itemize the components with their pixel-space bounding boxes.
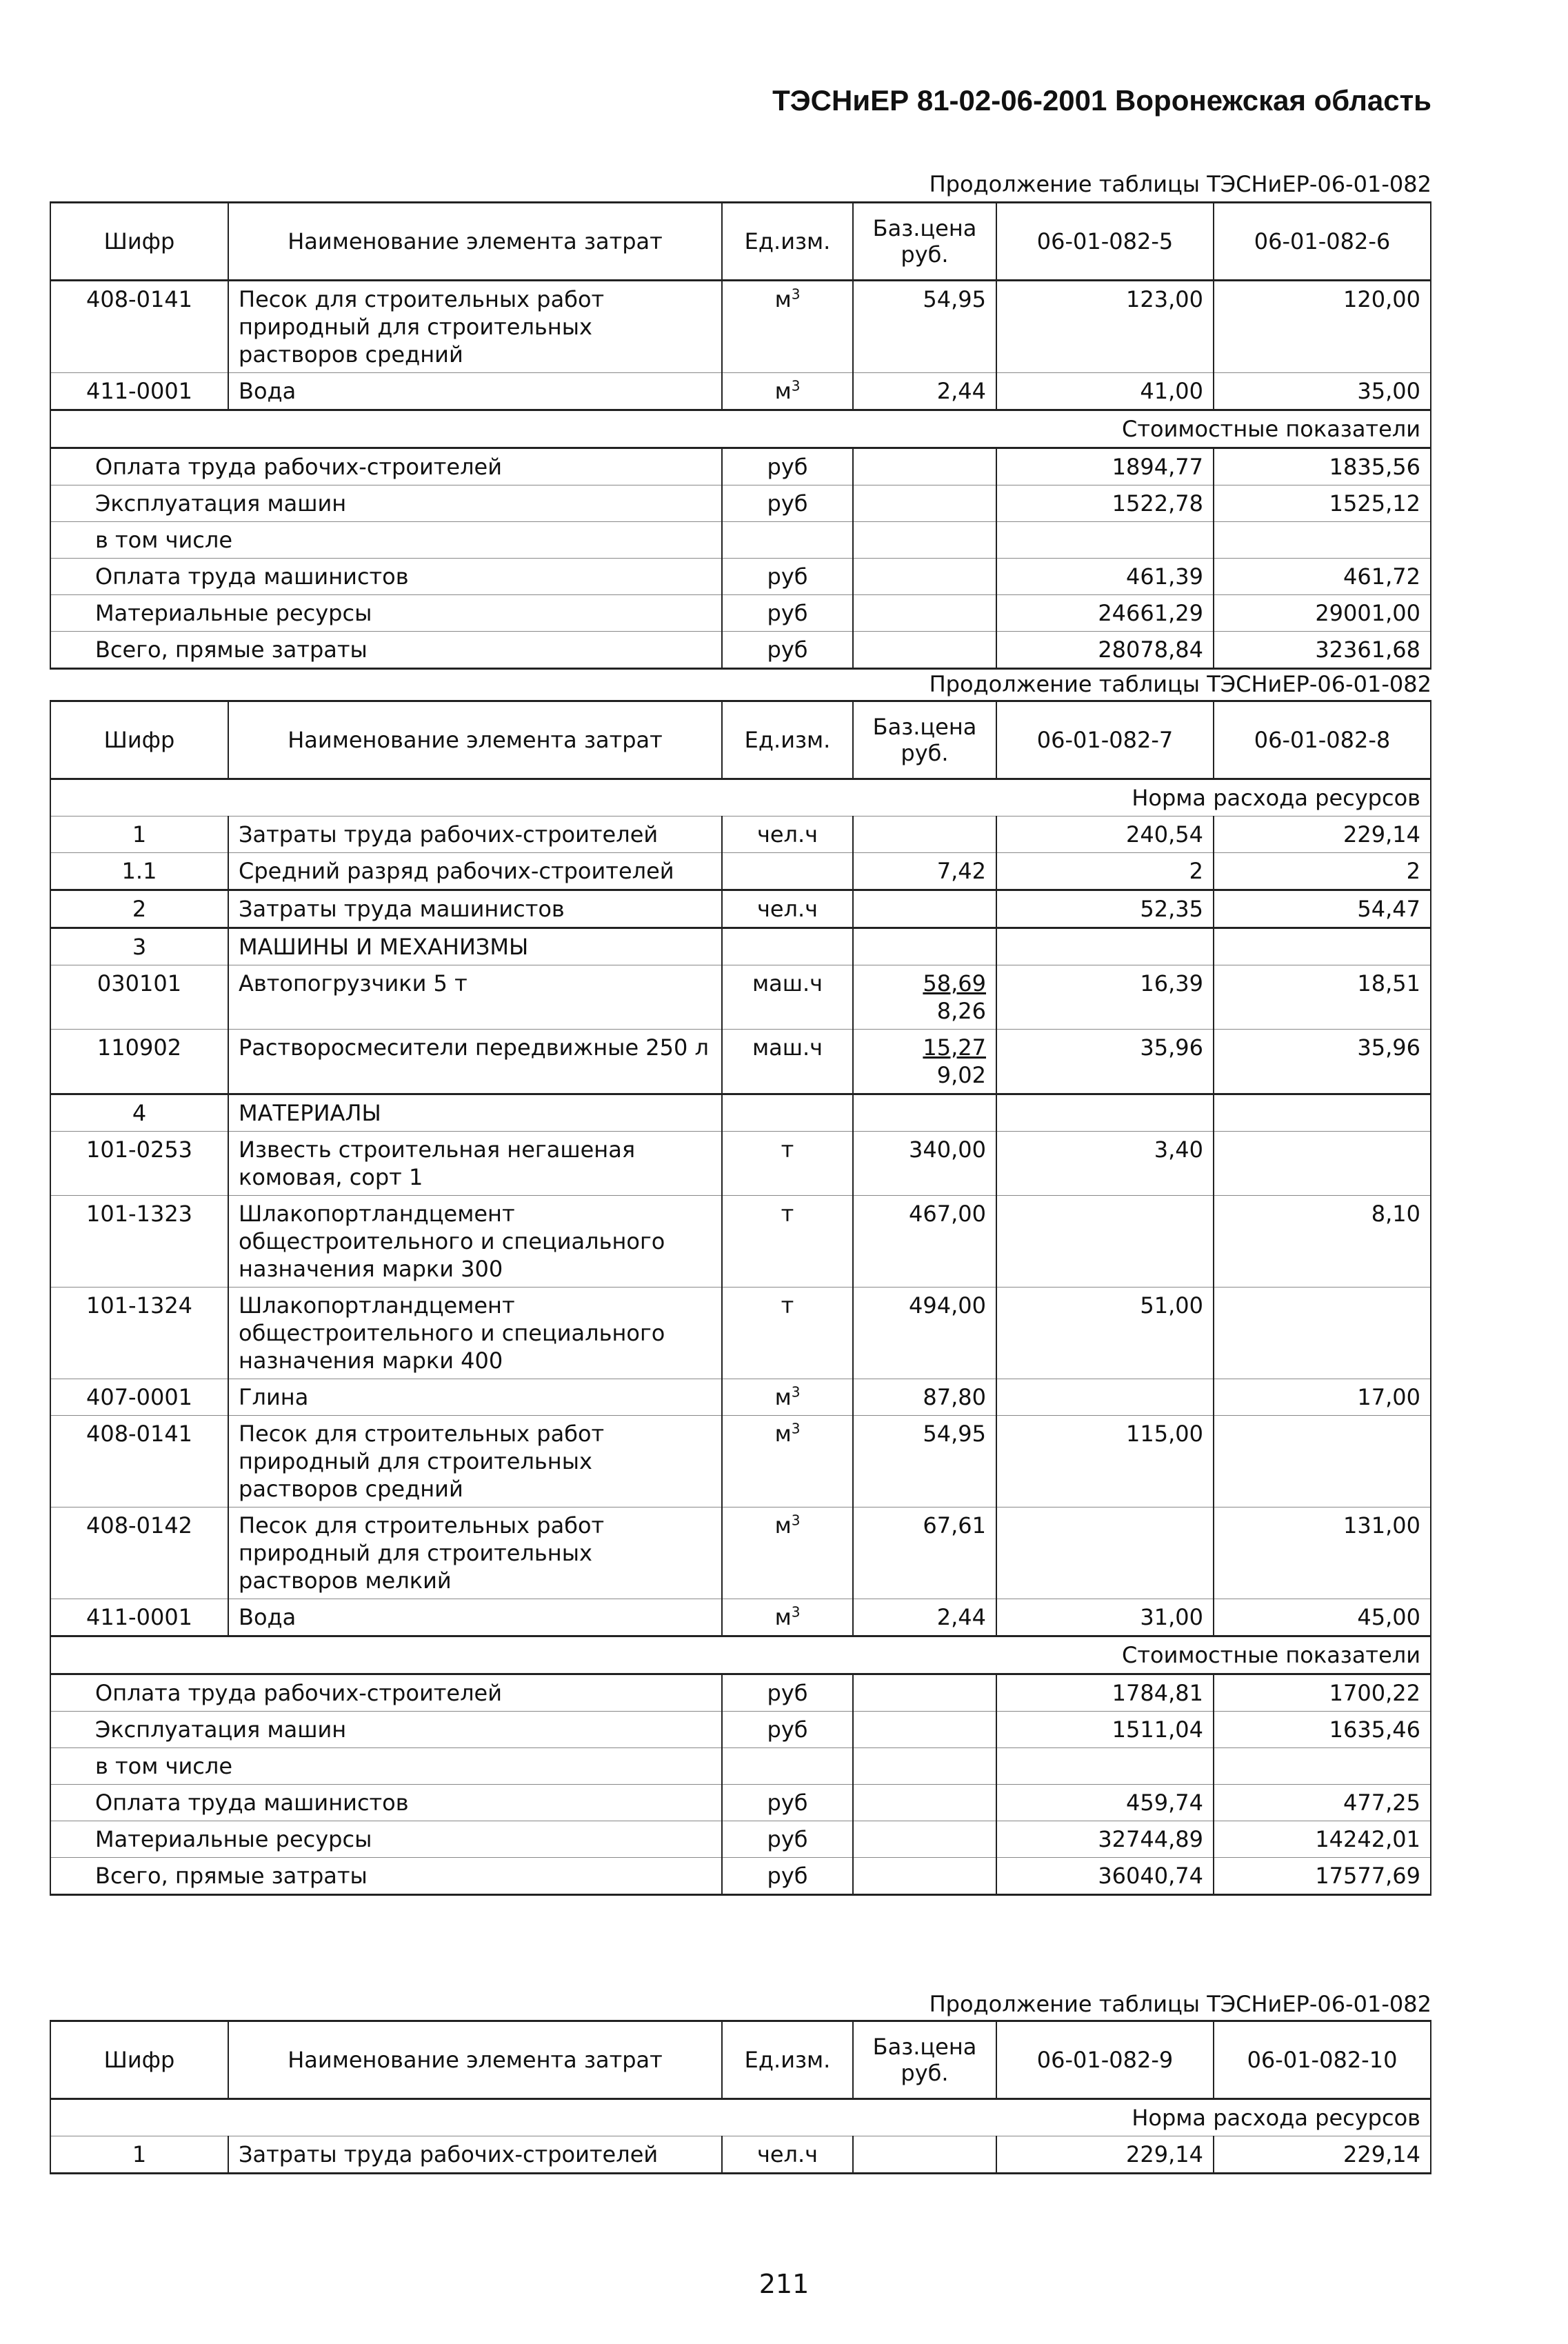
- summary-value-b: 1525,12: [1214, 485, 1431, 522]
- summary-price-empty: [853, 1674, 996, 1712]
- row-price: [853, 928, 996, 965]
- summary-price-empty: [853, 1785, 996, 1821]
- cost-section-row: [50, 1636, 1431, 1674]
- summary-price-empty: [853, 559, 996, 595]
- summary-value-b: [1214, 1748, 1431, 1785]
- table-row: [50, 373, 1431, 410]
- price-value: 58,69: [923, 970, 986, 996]
- row-code: 101-1324: [50, 1288, 228, 1379]
- row-price: [853, 1507, 996, 1599]
- row-unit: [722, 1599, 853, 1636]
- unit-exponent: 3: [791, 286, 801, 303]
- table-row: [50, 281, 1431, 373]
- summary-label: в том числе: [50, 1748, 722, 1785]
- summary-row: [50, 522, 1431, 559]
- row-name: Вода: [228, 373, 722, 410]
- unit-text: м: [774, 1604, 792, 1630]
- row-name: МАТЕРИАЛЫ: [228, 1094, 722, 1132]
- summary-value-a: 461,39: [996, 559, 1214, 595]
- table-row: [50, 1507, 1431, 1599]
- col-header-norm-a: 06-01-082-9: [996, 2021, 1214, 2099]
- row-unit: [722, 1030, 853, 1094]
- unit-text: м: [774, 1384, 792, 1410]
- summary-label: Материальные ресурсы: [50, 1821, 722, 1858]
- row-code: 411-0001: [50, 373, 228, 410]
- row-unit: [722, 1416, 853, 1507]
- summary-value-b: 17577,69: [1214, 1858, 1431, 1895]
- row-price: [853, 373, 996, 410]
- header-row: [50, 701, 1431, 779]
- summary-label: Эксплуатация машин: [50, 1712, 722, 1748]
- summary-value-a: 32744,89: [996, 1821, 1214, 1858]
- unit-text: м: [774, 1512, 792, 1539]
- summary-row: [50, 485, 1431, 522]
- summary-value-a: 459,74: [996, 1785, 1214, 1821]
- price-value: 67,61: [923, 1512, 986, 1539]
- table-row: [50, 928, 1431, 965]
- row-name: Песок для строительных работ природный для строительных растворов средний: [228, 281, 722, 373]
- resource-table-2: [50, 700, 1431, 1896]
- summary-row: [50, 1821, 1431, 1858]
- table-caption: Продолжение таблицы ТЭСНиЕР-06-01-082: [929, 171, 1431, 197]
- row-code: 2: [50, 890, 228, 928]
- unit-text: т: [781, 1292, 794, 1319]
- unit-text: маш.ч: [752, 970, 823, 996]
- norm-label-row: [50, 779, 1431, 817]
- row-unit: [722, 1507, 853, 1599]
- summary-price-empty: [853, 1712, 996, 1748]
- row-norm-b: 18,51: [1214, 965, 1431, 1030]
- unit-text: чел.ч: [756, 896, 818, 922]
- row-norm-a: 229,14: [996, 2136, 1214, 2174]
- row-code: 408-0141: [50, 1416, 228, 1507]
- row-name: Затраты труда рабочих-строителей: [228, 817, 722, 853]
- unit-text: м: [774, 1421, 792, 1447]
- col-header-norm-a: 06-01-082-5: [996, 203, 1214, 281]
- row-norm-b: 229,14: [1214, 2136, 1431, 2174]
- unit-text: м: [774, 378, 792, 404]
- row-norm-a: 2: [996, 853, 1214, 890]
- summary-price-empty: [853, 632, 996, 669]
- row-norm-a: [996, 1196, 1214, 1288]
- summary-value-b: 1700,22: [1214, 1674, 1431, 1712]
- norm-label-row: [50, 2099, 1431, 2136]
- row-code: 101-1323: [50, 1196, 228, 1288]
- row-norm-b: 35,96: [1214, 1030, 1431, 1094]
- col-header-norm-b: 06-01-082-6: [1214, 203, 1431, 281]
- summary-row: [50, 1674, 1431, 1712]
- summary-row: [50, 632, 1431, 669]
- summary-unit: руб: [722, 1674, 853, 1712]
- col-header-price: Баз.цена руб.: [853, 701, 996, 779]
- summary-label: Оплата труда рабочих-строителей: [50, 448, 722, 485]
- summary-unit: руб: [722, 1712, 853, 1748]
- price-labor-value: 9,02: [936, 1062, 986, 1088]
- summary-value-a: 1784,81: [996, 1674, 1214, 1712]
- row-norm-a: [996, 928, 1214, 965]
- summary-row: [50, 1712, 1431, 1748]
- table-row: [50, 1132, 1431, 1196]
- summary-value-a: [996, 522, 1214, 559]
- summary-price-empty: [853, 1858, 996, 1895]
- col-header-norm-b: 06-01-082-8: [1214, 701, 1431, 779]
- unit-text: т: [781, 1136, 794, 1163]
- table-row: [50, 1599, 1431, 1636]
- row-name: Шлакопортландцемент общестроительного и специального назначения марки 300: [228, 1196, 722, 1288]
- summary-label: Всего, прямые затраты: [50, 1858, 722, 1895]
- table-row: [50, 1288, 1431, 1379]
- row-code: 407-0001: [50, 1379, 228, 1416]
- price-value: 87,80: [923, 1384, 986, 1410]
- col-header-code: Шифр: [50, 701, 228, 779]
- summary-unit: [722, 1748, 853, 1785]
- summary-value-a: 28078,84: [996, 632, 1214, 669]
- summary-row: [50, 1858, 1431, 1895]
- row-unit: [722, 373, 853, 410]
- table-row: [50, 1416, 1431, 1507]
- row-norm-b: [1214, 1288, 1431, 1379]
- row-norm-b: 229,14: [1214, 817, 1431, 853]
- summary-unit: руб: [722, 595, 853, 632]
- price-value: 340,00: [909, 1136, 986, 1163]
- row-norm-b: 131,00: [1214, 1507, 1431, 1599]
- summary-value-a: 1511,04: [996, 1712, 1214, 1748]
- table-row: [50, 817, 1431, 853]
- summary-price-empty: [853, 485, 996, 522]
- price-value: 54,95: [923, 286, 986, 312]
- summary-unit: руб: [722, 1821, 853, 1858]
- price-value: 2,44: [936, 378, 986, 404]
- row-price: [853, 281, 996, 373]
- table-row: [50, 890, 1431, 928]
- summary-value-a: [996, 1748, 1214, 1785]
- row-norm-b: 45,00: [1214, 1599, 1431, 1636]
- row-norm-b: 2: [1214, 853, 1431, 890]
- unit-exponent: 3: [791, 1383, 801, 1401]
- summary-value-b: 29001,00: [1214, 595, 1431, 632]
- unit-text: м: [774, 286, 792, 312]
- row-price: [853, 817, 996, 853]
- row-name: Автопогрузчики 5 т: [228, 965, 722, 1030]
- row-norm-b: 17,00: [1214, 1379, 1431, 1416]
- summary-value-b: 461,72: [1214, 559, 1431, 595]
- col-header-name: Наименование элемента затрат: [228, 203, 722, 281]
- price-value: 7,42: [936, 858, 986, 884]
- summary-unit: руб: [722, 632, 853, 669]
- summary-label: Всего, прямые затраты: [50, 632, 722, 669]
- row-name: Песок для строительных работ природный для строительных растворов мелкий: [228, 1507, 722, 1599]
- table-caption: Продолжение таблицы ТЭСНиЕР-06-01-082: [929, 671, 1431, 697]
- summary-unit: руб: [722, 485, 853, 522]
- row-code: 3: [50, 928, 228, 965]
- row-norm-a: [996, 1379, 1214, 1416]
- row-price: [853, 1416, 996, 1507]
- row-norm-a: 16,39: [996, 965, 1214, 1030]
- row-norm-b: 120,00: [1214, 281, 1431, 373]
- unit-exponent: 3: [791, 1420, 801, 1437]
- row-code: 411-0001: [50, 1599, 228, 1636]
- summary-value-b: [1214, 522, 1431, 559]
- unit-exponent: 3: [791, 377, 801, 394]
- summary-row: [50, 595, 1431, 632]
- col-header-norm-b: 06-01-082-10: [1214, 2021, 1431, 2099]
- row-norm-a: [996, 1507, 1214, 1599]
- row-norm-b: 8,10: [1214, 1196, 1431, 1288]
- row-unit: [722, 2136, 853, 2174]
- row-norm-a: 41,00: [996, 373, 1214, 410]
- summary-value-a: 24661,29: [996, 595, 1214, 632]
- table-row: [50, 1094, 1431, 1132]
- summary-value-b: 14242,01: [1214, 1821, 1431, 1858]
- col-header-name: Наименование элемента затрат: [228, 701, 722, 779]
- row-price: [853, 1132, 996, 1196]
- row-unit: [722, 890, 853, 928]
- header-row: [50, 2021, 1431, 2099]
- summary-price-empty: [853, 1821, 996, 1858]
- row-price: [853, 1030, 996, 1094]
- summary-value-a: 1522,78: [996, 485, 1214, 522]
- norm-label: Норма расхода ресурсов: [50, 2099, 1431, 2136]
- summary-price-empty: [853, 1748, 996, 1785]
- resource-table-3: [50, 2020, 1431, 2174]
- col-header-unit: Ед.изм.: [722, 203, 853, 281]
- col-header-code: Шифр: [50, 2021, 228, 2099]
- table-row: [50, 2136, 1431, 2174]
- unit-text: т: [781, 1201, 794, 1227]
- row-norm-b: [1214, 1132, 1431, 1196]
- price-value: 15,27: [923, 1034, 986, 1061]
- cost-section-label: Стоимостные показатели: [50, 1636, 1431, 1674]
- row-price: [853, 2136, 996, 2174]
- row-unit: [722, 1288, 853, 1379]
- row-unit: [722, 853, 853, 890]
- unit-text: маш.ч: [752, 1034, 823, 1061]
- row-norm-b: [1214, 1094, 1431, 1132]
- col-header-name: Наименование элемента затрат: [228, 2021, 722, 2099]
- row-unit: [722, 1379, 853, 1416]
- summary-unit: руб: [722, 1858, 853, 1895]
- row-norm-a: 123,00: [996, 281, 1214, 373]
- row-name: Песок для строительных работ природный для строительных растворов средний: [228, 1416, 722, 1507]
- norm-label: Норма расхода ресурсов: [50, 779, 1431, 817]
- row-name: МАШИНЫ И МЕХАНИЗМЫ: [228, 928, 722, 965]
- row-name: Вода: [228, 1599, 722, 1636]
- table-row: [50, 1196, 1431, 1288]
- col-header-unit: Ед.изм.: [722, 2021, 853, 2099]
- row-code: 408-0142: [50, 1507, 228, 1599]
- row-norm-a: 51,00: [996, 1288, 1214, 1379]
- row-norm-a: 3,40: [996, 1132, 1214, 1196]
- row-name: Глина: [228, 1379, 722, 1416]
- row-code: 1: [50, 2136, 228, 2174]
- row-norm-b: 35,00: [1214, 373, 1431, 410]
- price-labor-value: 8,26: [936, 998, 986, 1024]
- price-value: 2,44: [936, 1604, 986, 1630]
- row-norm-a: 115,00: [996, 1416, 1214, 1507]
- row-name: Средний разряд рабочих-строителей: [228, 853, 722, 890]
- row-code: 030101: [50, 965, 228, 1030]
- row-norm-b: 54,47: [1214, 890, 1431, 928]
- row-name: Затраты труда машинистов: [228, 890, 722, 928]
- col-header-price: Баз.цена руб.: [853, 2021, 996, 2099]
- summary-value-a: 1894,77: [996, 448, 1214, 485]
- unit-text: чел.ч: [756, 2141, 818, 2167]
- summary-label: Оплата труда машинистов: [50, 559, 722, 595]
- summary-row: [50, 448, 1431, 485]
- col-header-code: Шифр: [50, 203, 228, 281]
- summary-row: [50, 1748, 1431, 1785]
- table-row: [50, 1030, 1431, 1094]
- row-price: [853, 1196, 996, 1288]
- summary-label: в том числе: [50, 522, 722, 559]
- row-norm-a: 240,54: [996, 817, 1214, 853]
- row-unit: [722, 1196, 853, 1288]
- unit-exponent: 3: [791, 1603, 801, 1621]
- row-price: [853, 853, 996, 890]
- row-unit: [722, 281, 853, 373]
- summary-value-b: 1635,46: [1214, 1712, 1431, 1748]
- row-name: Растворосмесители передвижные 250 л: [228, 1030, 722, 1094]
- row-norm-b: [1214, 1416, 1431, 1507]
- row-price: [853, 965, 996, 1030]
- row-unit: [722, 817, 853, 853]
- row-name: Затраты труда рабочих-строителей: [228, 2136, 722, 2174]
- summary-label: Материальные ресурсы: [50, 595, 722, 632]
- summary-price-empty: [853, 522, 996, 559]
- page-number: 211: [758, 2269, 810, 2299]
- summary-label: Оплата труда машинистов: [50, 1785, 722, 1821]
- row-name: Известь строительная негашеная комовая, сорт 1: [228, 1132, 722, 1196]
- summary-row: [50, 559, 1431, 595]
- col-header-unit: Ед.изм.: [722, 701, 853, 779]
- col-header-price: Баз.цена руб.: [853, 203, 996, 281]
- summary-value-b: 1835,56: [1214, 448, 1431, 485]
- row-price: [853, 1094, 996, 1132]
- row-unit: [722, 965, 853, 1030]
- row-norm-b: [1214, 928, 1431, 965]
- row-code: 101-0253: [50, 1132, 228, 1196]
- summary-value-b: 477,25: [1214, 1785, 1431, 1821]
- price-value: 54,95: [923, 1421, 986, 1447]
- row-name: Шлакопортландцемент общестроительного и специального назначения марки 400: [228, 1288, 722, 1379]
- header-row: [50, 203, 1431, 281]
- table-row: [50, 965, 1431, 1030]
- table-row: [50, 1379, 1431, 1416]
- summary-unit: [722, 522, 853, 559]
- row-norm-a: [996, 1094, 1214, 1132]
- col-header-norm-a: 06-01-082-7: [996, 701, 1214, 779]
- summary-price-empty: [853, 448, 996, 485]
- row-unit: [722, 928, 853, 965]
- row-norm-a: 35,96: [996, 1030, 1214, 1094]
- row-code: 408-0141: [50, 281, 228, 373]
- row-unit: [722, 1132, 853, 1196]
- price-value: 467,00: [909, 1201, 986, 1227]
- document-title: ТЭСНиЕР 81-02-06-2001 Воронежская область: [772, 84, 1431, 117]
- summary-label: Оплата труда рабочих-строителей: [50, 1674, 722, 1712]
- row-price: [853, 1288, 996, 1379]
- row-unit: [722, 1094, 853, 1132]
- row-code: 110902: [50, 1030, 228, 1094]
- unit-text: чел.ч: [756, 821, 818, 848]
- row-price: [853, 1599, 996, 1636]
- row-norm-a: 31,00: [996, 1599, 1214, 1636]
- resource-table-1: [50, 201, 1431, 670]
- summary-value-b: 32361,68: [1214, 632, 1431, 669]
- row-code: 1.1: [50, 853, 228, 890]
- row-code: 4: [50, 1094, 228, 1132]
- row-code: 1: [50, 817, 228, 853]
- table-row: [50, 853, 1431, 890]
- cost-section-row: [50, 410, 1431, 448]
- summary-label: Эксплуатация машин: [50, 485, 722, 522]
- row-norm-a: 52,35: [996, 890, 1214, 928]
- row-price: [853, 890, 996, 928]
- summary-row: [50, 1785, 1431, 1821]
- cost-section-label: Стоимостные показатели: [50, 410, 1431, 448]
- summary-unit: руб: [722, 1785, 853, 1821]
- unit-exponent: 3: [791, 1512, 801, 1529]
- summary-price-empty: [853, 595, 996, 632]
- summary-value-a: 36040,74: [996, 1858, 1214, 1895]
- summary-unit: руб: [722, 448, 853, 485]
- table-caption: Продолжение таблицы ТЭСНиЕР-06-01-082: [929, 1991, 1431, 2017]
- row-price: [853, 1379, 996, 1416]
- summary-unit: руб: [722, 559, 853, 595]
- price-value: 494,00: [909, 1292, 986, 1319]
